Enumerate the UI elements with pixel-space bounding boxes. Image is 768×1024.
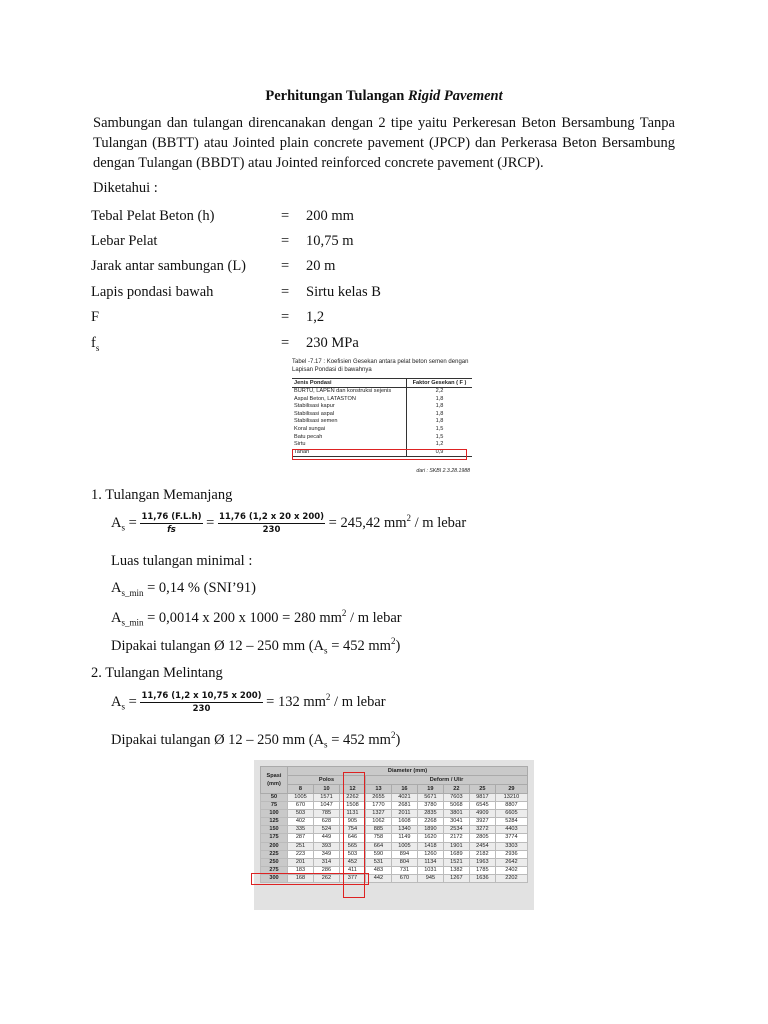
rebar-area-cell: 531: [365, 858, 391, 866]
rebar-area-cell: 2936: [495, 850, 527, 858]
rebar-area-cell: 183: [288, 866, 314, 874]
friction-cell-base: BURTU, LAPEN dan konstruksi sejenis: [294, 388, 392, 394]
rebar-area-cell: 3927: [469, 818, 495, 826]
friction-cell-base: Sirtu: [294, 441, 306, 448]
header-diam: 16: [391, 785, 417, 794]
rebar-row: [261, 810, 528, 818]
rebar-area-cell: 524: [313, 826, 339, 834]
rebar-area-cell: 804: [391, 858, 417, 866]
rebar-area-cell: 2402: [495, 866, 527, 874]
given-equals: =: [281, 258, 290, 274]
rebar-area-cell: 2805: [469, 834, 495, 842]
rebar-area-cell: 2835: [417, 810, 443, 818]
rebar-area-cell: 4403: [495, 826, 527, 834]
friction-cell-base: Tanah: [292, 449, 406, 457]
rebar-used-1: Dipakai tulangan Ø 12 – 250 mm ($A_s = 452$ $mm^2$): [111, 636, 401, 656]
rebar-area-cell: 251: [288, 842, 314, 850]
rebar-area-cell: 1382: [443, 866, 469, 874]
friction-row: [292, 388, 472, 396]
rebar-area-cell: 286: [313, 866, 339, 874]
rebar-area-cell: 442: [365, 874, 391, 882]
rebar-row: [261, 834, 528, 842]
rebar-spacing-cell: 175: [261, 834, 288, 842]
header-diam: 25: [469, 785, 495, 794]
given-equals: =: [281, 208, 290, 224]
intro-paragraph: Sambungan dan tulangan direncanakan dengan 2 tipe yaitu Perkeresan Beton Bersambung Tanpa Tulangan (BBTT) atau Jointed plain concrete pavement (JPCP) dan Perkerasa Beton Bersambung dengan Tulangan (BBDT) atau Jointed reinforced concrete pavement (JRCP).: [93, 115, 675, 171]
rebar-area-cell: 2454: [469, 842, 495, 850]
rebar-spacing-cell: 125: [261, 818, 288, 826]
rebar-area-cell: 754: [339, 826, 365, 834]
rebar-area-cell: 905: [339, 818, 365, 826]
rebar-area-cell: 1689: [443, 850, 469, 858]
section-2-heading: 2. Tulangan Melintang: [91, 665, 223, 681]
formula-as-2: $A_s$ = $\frac{11,76 (1,2 x 10,75 x 200)}{230}$ = 132 $mm^2$ / m lebar: [111, 691, 386, 714]
friction-table: [290, 358, 474, 476]
rebar-area-cell: 3303: [495, 842, 527, 850]
given-label: Lebar Pelat: [91, 233, 158, 249]
rebar-area-cell: 1636: [469, 874, 495, 882]
header-diam: 8: [288, 785, 314, 794]
rebar-area-cell: 628: [313, 818, 339, 826]
rebar-area-cell: 2262: [339, 794, 365, 802]
rebar-row: [261, 850, 528, 858]
rebar-area-cell: 3041: [443, 818, 469, 826]
rebar-area-cell: 411: [339, 866, 365, 874]
rebar-area-cell: 1005: [288, 794, 314, 802]
rebar-area-cell: 201: [288, 858, 314, 866]
friction-source: dari : SKBI 2.3.28.1988: [416, 468, 470, 474]
given-equals: =: [281, 233, 290, 249]
friction-header-2: Faktor Gesekan ( F ): [406, 379, 472, 388]
friction-cell-base: Stabilisasi kapur: [294, 403, 335, 410]
given-value: 230 MPa: [306, 335, 359, 351]
given-equals: =: [281, 335, 290, 351]
friction-cell-factor: 2,2: [406, 388, 472, 396]
highlight-sirtu: [292, 449, 467, 460]
rebar-area-cell: 483: [365, 866, 391, 874]
highlight-row-250: [251, 873, 369, 885]
rebar-area-cell: 2011: [391, 810, 417, 818]
friction-cell-factor: 1,2: [406, 441, 472, 449]
fraction-3: $\frac{11,76 (1,2 x 10,75 x 200)}{230}$: [141, 691, 262, 714]
rebar-row: [261, 794, 528, 802]
header-diam: 13: [365, 785, 391, 794]
rebar-area-cell: 2182: [469, 850, 495, 858]
given-value: 10,75 m: [306, 233, 354, 249]
given-label: Tebal Pelat Beton (h): [91, 208, 215, 224]
rebar-area-cell: 287: [288, 834, 314, 842]
rebar-area-cell: 6545: [469, 802, 495, 810]
given-value: 1,2: [306, 309, 325, 325]
rebar-area-cell: 349: [313, 850, 339, 858]
rebar-spacing-cell: 75: [261, 802, 288, 810]
rebar-area-cell: 8807: [495, 802, 527, 810]
rebar-spacing-cell: 225: [261, 850, 288, 858]
rebar-area-cell: 3801: [443, 810, 469, 818]
rebar-spacing-cell: 150: [261, 826, 288, 834]
rebar-area-cell: 5284: [495, 818, 527, 826]
friction-cell-factor: 0,9: [406, 449, 472, 457]
rebar-area-cell: 4909: [469, 810, 495, 818]
friction-row: [292, 411, 472, 419]
friction-cell-factor: 1,8: [406, 411, 472, 419]
rebar-spacing-cell: 50: [261, 794, 288, 802]
fraction-1: $\frac{11,76 (F.L.h)}{fs}$: [141, 512, 202, 535]
rebar-area-cell: 1047: [313, 802, 339, 810]
rebar-area-cell: 1327: [365, 810, 391, 818]
rebar-area-cell: 393: [313, 842, 339, 850]
rebar-area-cell: 7603: [443, 794, 469, 802]
header-diam: 29: [495, 785, 527, 794]
rebar-area-table: [254, 760, 534, 910]
rebar-area-cell: 402: [288, 818, 314, 826]
friction-row: [292, 426, 472, 434]
rebar-area-cell: 670: [288, 802, 314, 810]
rebar-area-cell: 1901: [443, 842, 469, 850]
rebar-area-cell: 503: [288, 810, 314, 818]
rebar-row: [261, 842, 528, 850]
rebar-area-cell: 945: [417, 874, 443, 882]
rebar-area-cell: 2202: [495, 874, 527, 882]
friction-cell-base: Stabilisasi semen: [294, 418, 338, 425]
given-equals: =: [281, 309, 290, 325]
rebar-area-cell: 1770: [365, 802, 391, 810]
friction-row: [292, 396, 472, 404]
friction-header-1: Jenis Pondasi: [292, 379, 406, 388]
rebar-area-cell: 1131: [339, 810, 365, 818]
given-heading: Diketahui :: [93, 180, 158, 196]
friction-cell-base: Batu pecah: [294, 433, 323, 440]
rebar-spacing-cell: 200: [261, 842, 288, 850]
min-area-2: $A_{s\_min} = 0,0014$ x 200 x 1000 = 280 $mm^2$ / m lebar: [111, 608, 402, 628]
friction-row: [292, 418, 472, 426]
page-title: Perhitungan Tulangan Rigid Pavement: [265, 88, 503, 104]
rebar-area-cell: 3272: [469, 826, 495, 834]
rebar-spacing-cell: 100: [261, 810, 288, 818]
given-label: Jarak antar sambungan (L): [91, 258, 247, 274]
rebar-area-cell: 2681: [391, 802, 417, 810]
rebar-area-cell: 2642: [495, 858, 527, 866]
fraction-2: $\frac{11,76 (1,2 x 20 x 200)}{230}$: [218, 512, 325, 535]
friction-cell-factor: 1,5: [406, 434, 472, 442]
rebar-area-cell: 6605: [495, 810, 527, 818]
rebar-area-cell: 1418: [417, 842, 443, 850]
header-polos: Polos: [288, 776, 366, 785]
rebar-area-cell: 1005: [391, 842, 417, 850]
rebar-area-cell: 646: [339, 834, 365, 842]
rebar-area-cell: 785: [313, 810, 339, 818]
rebar-area-cell: 5068: [443, 802, 469, 810]
rebar-area-cell: 664: [365, 842, 391, 850]
rebar-area-cell: 2172: [443, 834, 469, 842]
rebar-area-cell: 1890: [417, 826, 443, 834]
given-label: $f_s$: [91, 335, 100, 353]
friction-cell-base: Aspal Beton, LATASTON: [294, 395, 356, 402]
rebar-area-cell: 1031: [417, 866, 443, 874]
rebar-area-cell: 2655: [365, 794, 391, 802]
rebar-area-cell: 5671: [417, 794, 443, 802]
formula-as-1: $A_s$ = $\frac{11,76 (F.L.h)}{fs}$ = $\frac{11,76 (1,2 x 20 x 200)}{230}$ = 245,42 $mm^2$ / m lebar: [111, 512, 467, 535]
rebar-area-cell: 452: [339, 858, 365, 866]
rebar-area-cell: 1062: [365, 818, 391, 826]
rebar-row: [261, 818, 528, 826]
given-label: F: [91, 309, 100, 325]
rebar-area-cell: 894: [391, 850, 417, 858]
rebar-area-cell: 1260: [417, 850, 443, 858]
rebar-area-cell: 670: [391, 874, 417, 882]
rebar-spacing-cell: 250: [261, 858, 288, 866]
friction-cell-factor: 1,8: [406, 418, 472, 426]
header-spasi: Spasi (mm): [261, 767, 288, 794]
header-diam: 22: [443, 785, 469, 794]
header-diam: 12: [339, 785, 365, 794]
rebar-used-2: Dipakai tulangan Ø 12 – 250 mm ($A_s = 452$ $mm^2$): [111, 730, 401, 750]
rebar-area-cell: 590: [365, 850, 391, 858]
rebar-area-cell: 1134: [417, 858, 443, 866]
rebar-area-cell: 335: [288, 826, 314, 834]
rebar-area-cell: 9817: [469, 794, 495, 802]
given-value: 200 mm: [306, 208, 354, 224]
rebar-area-cell: 449: [313, 834, 339, 842]
rebar-area-cell: 2534: [443, 826, 469, 834]
friction-row: [292, 441, 472, 449]
rebar-area-cell: 377: [339, 874, 365, 882]
friction-cell-factor: 1,8: [406, 396, 472, 404]
friction-caption: Tabel -7.17 : Koefisien Gesekan antara pelat beton semen dengan Lapisan Pondasi di bawahnya: [292, 359, 469, 373]
rebar-area-cell: 4021: [391, 794, 417, 802]
rebar-area-cell: 3780: [417, 802, 443, 810]
rebar-row: [261, 826, 528, 834]
rebar-area-cell: 1571: [313, 794, 339, 802]
rebar-row: [261, 858, 528, 866]
rebar-area-cell: 758: [365, 834, 391, 842]
rebar-spacing-cell: 275: [261, 866, 288, 874]
friction-cell-base: Koral sungai: [294, 425, 326, 432]
given-label: Lapis pondasi bawah: [91, 284, 214, 300]
section-1-heading: 1. Tulangan Memanjang: [91, 487, 233, 503]
rebar-area-cell: 1620: [417, 834, 443, 842]
rebar-area-cell: 1267: [443, 874, 469, 882]
rebar-area-cell: 1508: [339, 802, 365, 810]
rebar-area-cell: 2268: [417, 818, 443, 826]
rebar-area-cell: 223: [288, 850, 314, 858]
given-equals: =: [281, 284, 290, 300]
friction-cell-factor: 1,8: [406, 403, 472, 411]
given-value: 20 m: [306, 258, 336, 274]
header-deform: Deform / Ulir: [365, 776, 527, 785]
friction-row: [292, 403, 472, 411]
header-diam: 10: [313, 785, 339, 794]
rebar-spacing-cell: 300: [261, 874, 288, 882]
header-diam: 19: [417, 785, 443, 794]
rebar-area-cell: 731: [391, 866, 417, 874]
header-diameter: Diameter (mm): [288, 767, 528, 776]
rebar-area-cell: 3774: [495, 834, 527, 842]
rebar-area-cell: 565: [339, 842, 365, 850]
rebar-area-cell: 262: [313, 874, 339, 882]
rebar-area-cell: 1521: [443, 858, 469, 866]
rebar-area-cell: 168: [288, 874, 314, 882]
rebar-area-cell: 1785: [469, 866, 495, 874]
rebar-area-cell: 1608: [391, 818, 417, 826]
friction-cell-factor: 1,5: [406, 426, 472, 434]
rebar-row: [261, 802, 528, 810]
rebar-area-cell: 885: [365, 826, 391, 834]
rebar-area-cell: 13210: [495, 794, 527, 802]
given-value: Sirtu kelas B: [306, 284, 381, 300]
rebar-area-cell: 1340: [391, 826, 417, 834]
friction-row: [292, 434, 472, 442]
rebar-area-cell: 314: [313, 858, 339, 866]
rebar-area-cell: 1963: [469, 858, 495, 866]
rebar-area-cell: 1149: [391, 834, 417, 842]
rebar-area-cell: 503: [339, 850, 365, 858]
min-area-1: $A_{s\_min} = 0,14$ % (SNI’91): [111, 580, 256, 598]
friction-cell-base: Stabilisasi aspal: [294, 410, 335, 417]
min-area-label: Luas tulangan minimal :: [111, 553, 253, 569]
